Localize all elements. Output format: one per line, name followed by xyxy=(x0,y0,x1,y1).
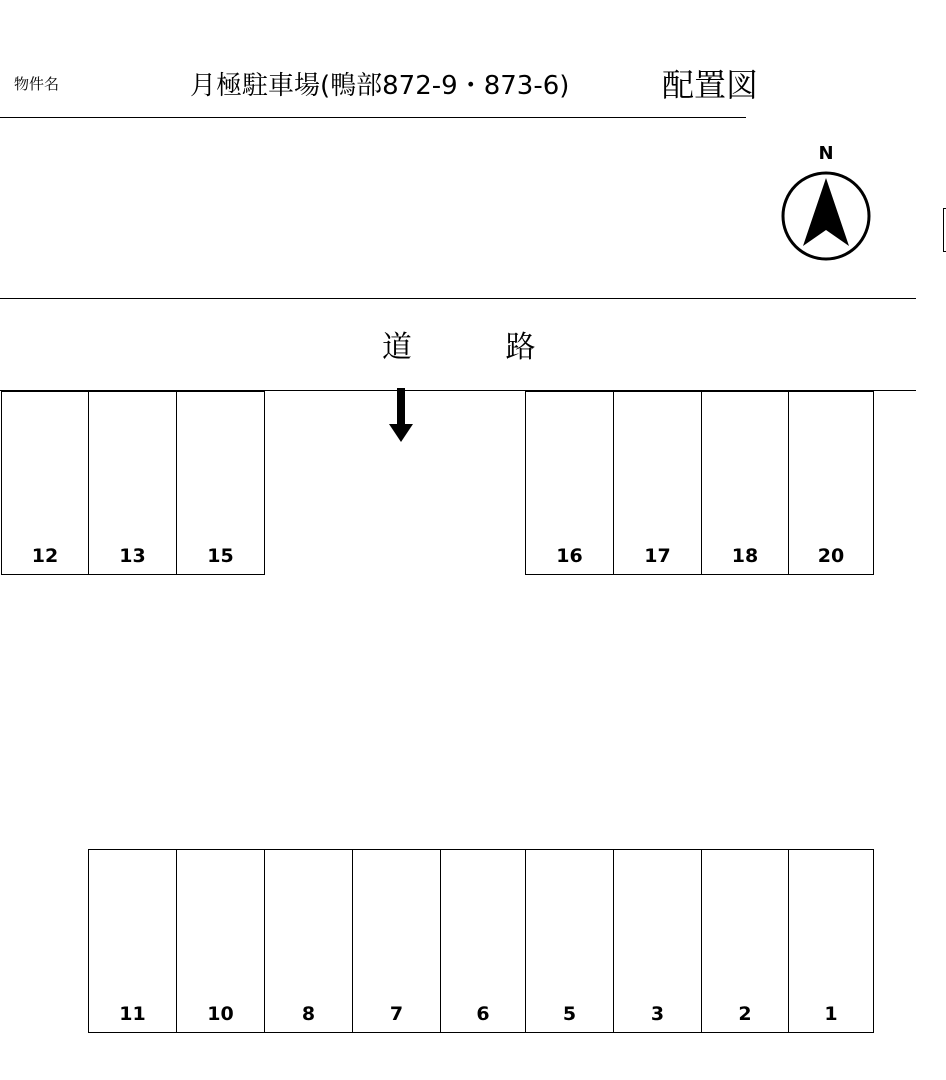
parking-space-number: 2 xyxy=(738,1003,752,1025)
parking-space-7 xyxy=(352,849,441,1033)
parking-space-number: 16 xyxy=(556,545,583,567)
parking-space-number: 13 xyxy=(119,545,146,567)
road-label: 道 路 xyxy=(382,330,578,365)
parking-space-20 xyxy=(788,391,874,575)
parking-space-number: 15 xyxy=(207,545,234,567)
parking-space-16 xyxy=(525,391,614,575)
parking-space-5 xyxy=(525,849,614,1033)
parking-space-number: 3 xyxy=(650,1003,665,1025)
parking-space-11 xyxy=(88,849,177,1033)
compass-icon xyxy=(780,170,872,262)
parking-space-number: 12 xyxy=(31,545,59,567)
parking-space-6 xyxy=(440,849,526,1033)
parking-space-number: 6 xyxy=(476,1003,490,1025)
property-name-label: 物件名 xyxy=(14,75,60,93)
parking-space-number: 1 xyxy=(824,1003,838,1025)
parking-space-18 xyxy=(701,391,789,575)
page-title: 月極駐車場(鴨部872-9・873-6) xyxy=(190,71,570,101)
parking-space-number: 20 xyxy=(817,545,845,567)
road-edge-top xyxy=(0,298,916,299)
header-underline xyxy=(0,117,746,118)
parking-space-17 xyxy=(613,391,702,575)
parking-space-number: 7 xyxy=(389,1003,404,1025)
parking-space-number: 18 xyxy=(731,545,759,567)
parking-space-number: 8 xyxy=(301,1003,316,1025)
compass-north-label: N xyxy=(818,143,834,164)
parking-space-number: 11 xyxy=(119,1003,146,1025)
parking-space-8 xyxy=(264,849,353,1033)
diagram-subtitle: 配置図 xyxy=(662,66,759,104)
parking-space-1 xyxy=(788,849,874,1033)
parking-space-15 xyxy=(176,391,265,575)
parking-space-number: 5 xyxy=(562,1003,577,1025)
parking-space-number: 10 xyxy=(207,1003,234,1025)
entrance-arrow-icon xyxy=(388,388,414,444)
parking-space-number: 17 xyxy=(644,545,671,567)
parking-space-13 xyxy=(88,391,177,575)
parking-space-2 xyxy=(701,849,789,1033)
parking-space-12 xyxy=(1,391,89,575)
parking-space-10 xyxy=(176,849,265,1033)
parking-space-3 xyxy=(613,849,702,1033)
